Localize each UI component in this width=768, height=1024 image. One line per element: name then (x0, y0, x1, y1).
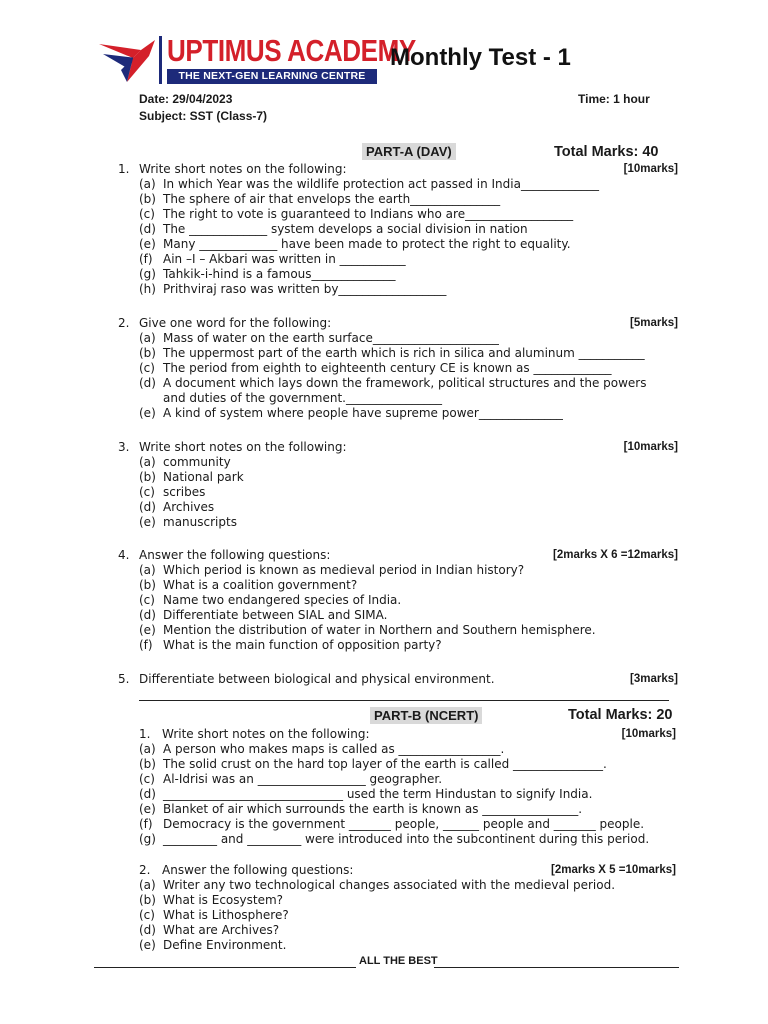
item-text: Blanket of air which surrounds the earth is known as ________________. (163, 802, 583, 816)
item-text: Which period is known as medieval period in Indian history? (163, 563, 525, 577)
item-text: _________ and _________ were introduced into the subcontinent during this period. (163, 832, 650, 846)
section-divider (139, 700, 669, 701)
part-a-total-marks: Total Marks: 40 (554, 144, 659, 160)
question-marks: [5marks] (630, 317, 678, 329)
item-text: Prithviraj raso was written by__________________ (163, 282, 447, 296)
item-label: (b) (139, 893, 156, 907)
item-text: Archives (163, 500, 215, 514)
question-marks: [3marks] (630, 673, 678, 685)
item-label: (d) (139, 787, 156, 801)
item-text: Al-Idrisi was an __________________ geographer. (163, 772, 443, 786)
question-text: Write short notes on the following: (162, 727, 370, 741)
question-text: Write short notes on the following: (139, 162, 347, 176)
question-text: Give one word for the following: (139, 316, 332, 330)
item-label: (c) (139, 593, 155, 607)
part-a-title: PART-A (DAV) (362, 143, 456, 160)
question-text: Answer the following questions: (139, 548, 331, 562)
item-label: (f) (139, 817, 153, 831)
question-marks: [2marks X 5 =10marks] (551, 864, 676, 876)
item-label: (f) (139, 638, 153, 652)
item-label: (b) (139, 192, 156, 206)
item-text: Define Environment. (163, 938, 287, 952)
item-text: Differentiate between SIAL and SIMA. (163, 608, 388, 622)
footer-line-right (434, 967, 679, 968)
item-text: The period from eighth to eighteenth century CE is known as _____________ (163, 361, 612, 375)
item-label: (d) (139, 923, 156, 937)
item-label: (a) (139, 455, 156, 469)
item-label: (b) (139, 470, 156, 484)
item-label: (c) (139, 485, 155, 499)
item-label: (e) (139, 802, 156, 816)
question-marks: [10marks] (621, 728, 676, 740)
item-label: (f) (139, 252, 153, 266)
question-number: 1. (139, 727, 151, 741)
item-label: (e) (139, 515, 156, 529)
item-text: What is Ecosystem? (163, 893, 284, 907)
item-label: (a) (139, 563, 156, 577)
item-label: (c) (139, 361, 155, 375)
item-text: and duties of the government.________________ (163, 391, 442, 405)
item-text: What is the main function of opposition party? (163, 638, 442, 652)
item-label: (g) (139, 832, 156, 846)
item-label: (d) (139, 376, 156, 390)
question-number: 3. (118, 440, 130, 454)
logo-divider (159, 36, 162, 84)
question-text: Differentiate between biological and physical environment. (139, 672, 495, 686)
test-duration: Time: 1 hour (578, 92, 650, 106)
item-label: (e) (139, 623, 156, 637)
footer-line-left (94, 967, 356, 968)
question-text: Write short notes on the following: (139, 440, 347, 454)
item-label: (a) (139, 177, 156, 191)
item-text: What are Archives? (163, 923, 280, 937)
item-label: (e) (139, 938, 156, 952)
item-label: (c) (139, 908, 155, 922)
item-text: Ain –I – Akbari was written in ___________ (163, 252, 406, 266)
item-text: community (163, 455, 231, 469)
item-text: National park (163, 470, 244, 484)
question-number: 2. (139, 863, 151, 877)
question-number: 2. (118, 316, 130, 330)
item-label: (d) (139, 222, 156, 236)
footer-message: ALL THE BEST (359, 955, 438, 967)
item-text: Mention the distribution of water in Northern and Southern hemisphere. (163, 623, 596, 637)
question-number: 1. (118, 162, 130, 176)
item-label: (h) (139, 282, 156, 296)
item-text: The _____________ system develops a social division in nation (163, 222, 528, 236)
question-marks: [10marks] (623, 163, 678, 175)
item-label: (g) (139, 267, 156, 281)
item-text: What is a coalition government? (163, 578, 358, 592)
item-text: manuscripts (163, 515, 237, 529)
item-text: A kind of system where people have supreme power______________ (163, 406, 563, 420)
test-subject: Subject: SST (Class-7) (139, 109, 268, 123)
item-text: A document which lays down the framework, political structures and the powers (163, 376, 647, 390)
academy-name: UPTIMUS ACADEMY (167, 33, 416, 68)
item-text: A person who makes maps is called as _________________. (163, 742, 505, 756)
item-label: (b) (139, 578, 156, 592)
item-text: Writer any two technological changes associated with the medieval period. (163, 878, 616, 892)
item-text: Mass of water on the earth surface_____________________ (163, 331, 499, 345)
item-text: ______________________________ used the term Hindustan to signify India. (163, 787, 593, 801)
item-text: Name two endangered species of India. (163, 593, 402, 607)
item-text: scribes (163, 485, 206, 499)
item-label: (a) (139, 742, 156, 756)
academy-logo-icon (97, 36, 157, 86)
item-text: In which Year was the wildlife protection act passed in India_____________ (163, 177, 599, 191)
item-label: (d) (139, 500, 156, 514)
question-number: 5. (118, 672, 130, 686)
item-label: (b) (139, 346, 156, 360)
item-text: Tahkik-i-hind is a famous______________ (163, 267, 396, 281)
item-label: (c) (139, 207, 155, 221)
item-text: The uppermost part of the earth which is rich in silica and aluminum ___________ (163, 346, 645, 360)
item-text: What is Lithosphere? (163, 908, 289, 922)
question-text: Answer the following questions: (162, 863, 354, 877)
item-label: (e) (139, 406, 156, 420)
part-b-title: PART-B (NCERT) (370, 707, 482, 724)
item-label: (e) (139, 237, 156, 251)
item-label: (c) (139, 772, 155, 786)
question-number: 4. (118, 548, 130, 562)
test-date: Date: 29/04/2023 (139, 92, 233, 106)
item-text: Many _____________ have been made to protect the right to equality. (163, 237, 571, 251)
item-label: (a) (139, 878, 156, 892)
question-marks: [10marks] (623, 441, 678, 453)
item-label: (d) (139, 608, 156, 622)
part-b-total-marks: Total Marks: 20 (568, 707, 673, 723)
question-marks: [2marks X 6 =12marks] (553, 549, 678, 561)
academy-tagline: THE NEXT-GEN LEARNING CENTRE (167, 69, 377, 84)
item-label: (b) (139, 757, 156, 771)
item-text: The sphere of air that envelops the earth_______________ (163, 192, 501, 206)
item-text: The solid crust on the hard top layer of the earth is called _______________. (163, 757, 607, 771)
item-text: The right to vote is guaranteed to Indians who are__________________ (163, 207, 574, 221)
item-label: (a) (139, 331, 156, 345)
test-title: Monthly Test - 1 (390, 44, 571, 71)
item-text: Democracy is the government _______ people, ______ people and _______ people. (163, 817, 645, 831)
